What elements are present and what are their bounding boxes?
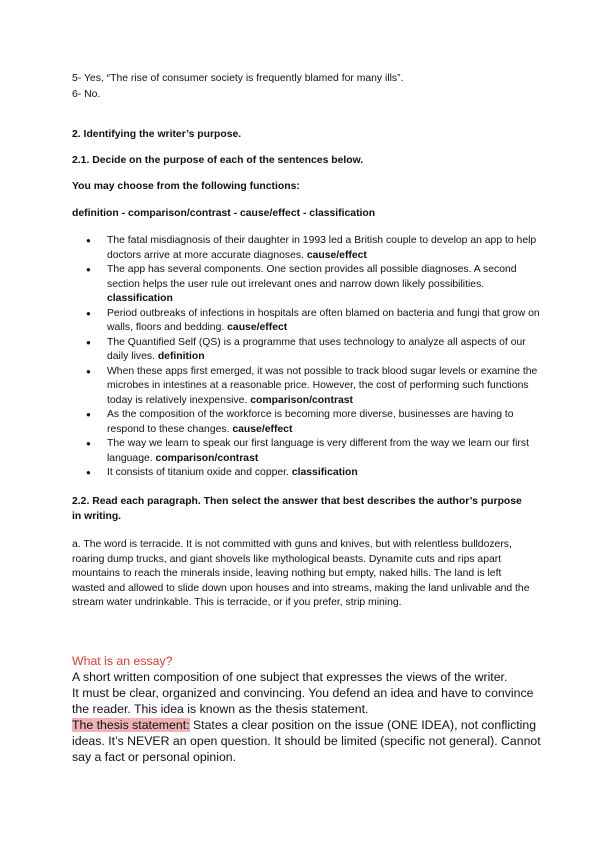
- list-item: ● Period outbreaks of infections in hospitals are often blamed on bacteria and fungi that grow on walls, floors and bedding. cause/effect: [72, 307, 542, 336]
- section-2-2-heading: 2.2. Read each paragraph. Then select the answer that best describes the author’s purpose in writing.: [72, 496, 522, 522]
- paragraph-a: a. The word is terracide. It is not committed with guns and knives, but with relentless bulldozers, roaring dump trucks, and giant shovels like mythological beasts. Dynamite cuts and rips apart mountains to reach the minerals inside, leaving nothing but empty, naked hills. The land is left wasted and allowed to slide down upon houses and into streams, making the land unlivable and the stream water undrinkable. This is terracide, or if you prefer, strip mining.: [72, 539, 530, 608]
- essay-definition: [72, 669, 542, 765]
- list-item: ● The way we learn to speak our first language is very different from the way we learn our first language. comparison/contrast: [72, 437, 542, 466]
- essay-def-line-1: A short written composition of one subject that expresses the views of the writer.: [72, 670, 508, 684]
- section-2-1-heading: 2.1. Decide on the purpose of each of the sentences below.: [72, 155, 364, 166]
- answer-5: 5- Yes, “The rise of consumer society is frequently blamed for many ills”.: [72, 73, 404, 84]
- list-item: ● The app has several components. One section provides all possible diagnoses. A second section helps the user rule out irrelevant ones and narrow down likely possibilities. classification: [72, 263, 542, 307]
- essay-def-line-2: It must be clear, organized and convincing. You defend an idea and have to convince the reader. This idea is known as the thesis statement.: [72, 686, 534, 716]
- list-item: ● The fatal misdiagnosis of their daughter in 1993 led a British couple to develop an app to help doctors arrive at more accurate diagnoses. cause/effect: [72, 234, 542, 263]
- list-item: ● The Quantified Self (QS) is a programme that uses technology to analyze all aspects of our daily lives. definition: [72, 336, 542, 365]
- list-item: ● It consists of titanium oxide and copper. classification: [72, 466, 542, 481]
- list-item: ● As the composition of the workforce is becoming more diverse, businesses are having to respond to these changes. cause/effect: [72, 408, 542, 437]
- thesis-label: The thesis statement:: [72, 718, 190, 732]
- thesis-text: States a clear position on the issue (ONE IDEA), not conflicting ideas. It’s NEVER an open question. It should be limited (specific not general). Cannot say a fact or personal opinion.: [72, 718, 541, 764]
- essay-heading: What is an essay?: [72, 654, 173, 668]
- functions-instruction: You may choose from the following functions:: [72, 181, 300, 192]
- section-2-heading: 2. Identifying the writer’s purpose.: [72, 129, 242, 140]
- functions-list: definition - comparison/contrast - cause/effect - classification: [72, 208, 376, 219]
- list-item: ● When these apps first emerged, it was not possible to track blood sugar levels or examine the microbes in intestines at a reasonable price. However, the cost of performing such functions today is relatively inexpensive. comparison/contrast: [72, 365, 542, 409]
- answer-6: 6- No.: [72, 89, 101, 100]
- thesis-statement: [72, 717, 542, 765]
- sentence-list: [72, 234, 542, 481]
